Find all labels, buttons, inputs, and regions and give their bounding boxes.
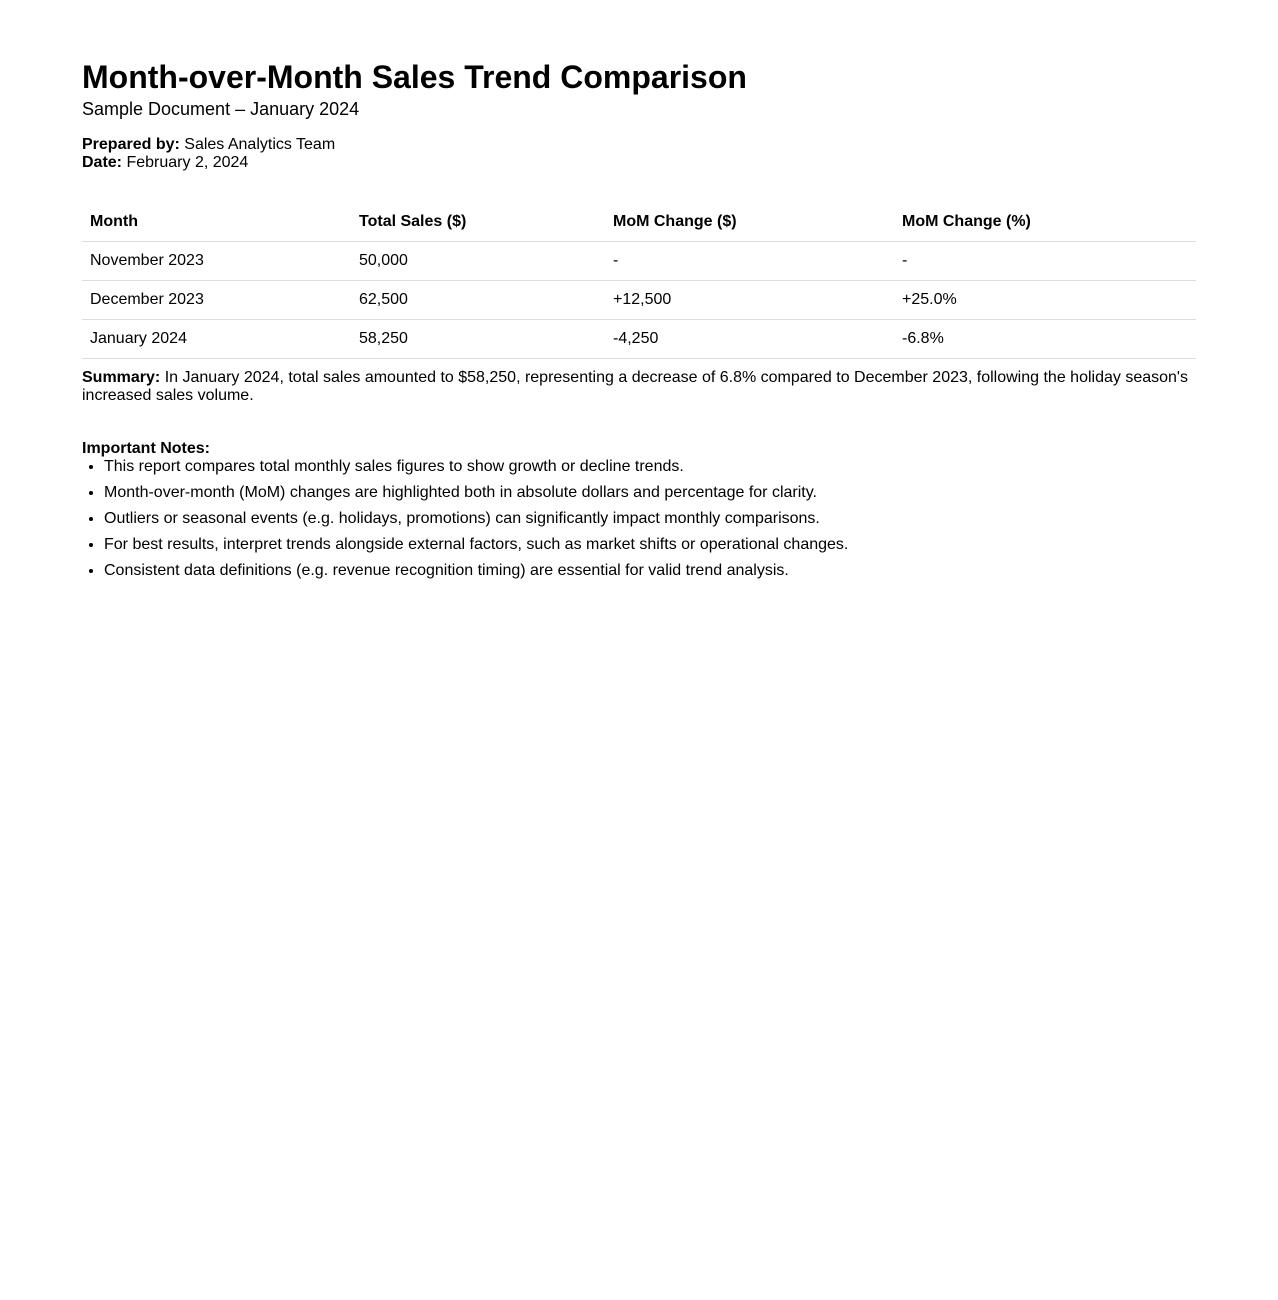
page-subtitle: Sample Document – January 2024 [82,99,360,119]
prepared-by-value: Sales Analytics Team [184,136,336,153]
sales-table-body [82,242,1196,359]
prepared-by-line [82,136,1196,154]
date-line [82,154,1196,172]
sales-table-header [82,202,1196,242]
table-row [82,281,1196,320]
column-header-month: Month [82,202,351,242]
table-row [82,242,1196,281]
notes-list [82,458,1196,580]
cell-mom-change-dollars: +12,500 [605,281,894,320]
sales-table [82,202,1196,359]
list-item: • For best results, interpret trends alongside external factors, such as market shifts or operational changes. [104,536,1196,554]
list-item: • Outliers or seasonal events (e.g. holidays, promotions) can significantly impact monthly comparisons. [104,510,1196,528]
cell-mom-change-dollars: - [605,242,894,281]
list-item: • Month-over-month (MoM) changes are highlighted both in absolute dollars and percentage for clarity. [104,484,1196,502]
cell-mom-change-dollars: -4,250 [605,320,894,359]
date-value: February 2, 2024 [126,154,249,171]
cell-mom-change-percent: +25.0% [894,281,1196,320]
date-label: Date: [82,154,123,171]
summary-label: Summary: [82,369,161,386]
summary-text: In January 2024, total sales amounted to $58,250, representing a decrease of 6.8% compared to December 2023, following the holiday season's increased sales volume. [82,369,1188,404]
table-header-row [82,202,1196,242]
summary-paragraph [82,369,1196,405]
list-item: • This report compares total monthly sales figures to show growth or decline trends. [104,458,1196,476]
cell-month: January 2024 [82,320,351,359]
cell-month: November 2023 [82,242,351,281]
document-meta [82,136,1196,172]
cell-month: December 2023 [82,281,351,320]
document-page [0,0,1278,580]
notes-title: Important Notes: [82,440,210,457]
page-title: Month-over-Month Sales Trend Comparison [82,59,747,95]
cell-total-sales: 62,500 [351,281,605,320]
prepared-by-label: Prepared by: [82,136,180,153]
cell-total-sales: 58,250 [351,320,605,359]
column-header-mom-change-percent: MoM Change (%) [894,202,1196,242]
cell-total-sales: 50,000 [351,242,605,281]
column-header-total-sales: Total Sales ($) [351,202,605,242]
list-item: • Consistent data definitions (e.g. revenue recognition timing) are essential for valid trend analysis. [104,562,1196,580]
table-row [82,320,1196,359]
column-header-mom-change-dollars: MoM Change ($) [605,202,894,242]
cell-mom-change-percent: -6.8% [894,320,1196,359]
cell-mom-change-percent: - [894,242,1196,281]
